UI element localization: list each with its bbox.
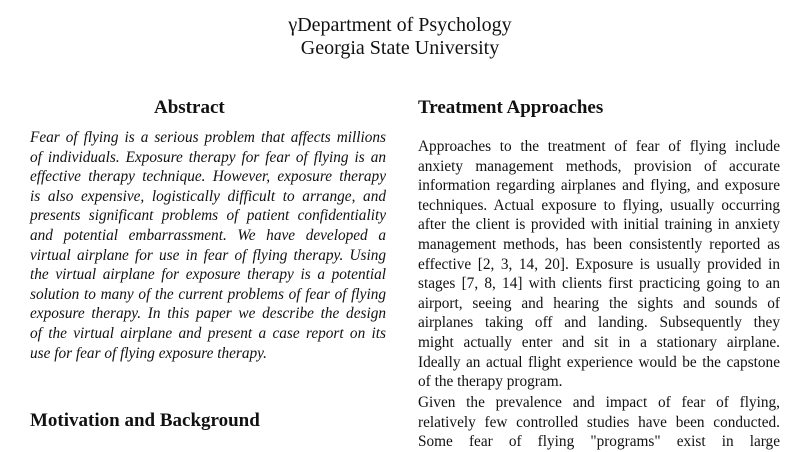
text-line: Some fear of flying "programs" exist in large [418, 433, 780, 451]
text-line: use for fear of flying exposure therapy. [30, 344, 267, 362]
text-line: virtual airplane for use in fear of flying therapy. Using [30, 246, 386, 264]
text-line: airplanes taking off and landing. Subsequently they [418, 314, 780, 332]
abstract-body [30, 128, 386, 363]
affiliation-department: γDepartment of Psychology [288, 14, 512, 36]
text-line: Given the prevalence and impact of fear of flying, [418, 394, 780, 411]
abstract-heading: Abstract [154, 97, 225, 118]
text-line: solution to many of the current problems of fear of flying [30, 285, 386, 303]
text-line: exposure therapy. In this paper we describe the design [30, 305, 386, 323]
treatment-heading: Treatment Approaches [418, 97, 604, 118]
text-line: and potential embarrassment. We have developed a [30, 226, 386, 244]
affiliation-university: Georgia State University [300, 37, 500, 59]
text-line: is also expensive, logistically difficult to arrange, and [30, 187, 386, 205]
text-line: Approaches to the treatment of fear of flying include [418, 138, 780, 155]
text-line: after the client is provided with initial training in anxiety [418, 216, 780, 234]
text-line: of the therapy program. [418, 373, 563, 391]
text-line: the virtual airplane for exposure therapy is a potential [30, 266, 386, 284]
text-line: anxiety management methods, provision of accurate [418, 157, 780, 175]
text-line: management methods, has been consistently reported as [418, 235, 780, 253]
text-line: Fear of flying is a serious problem that affects millions [30, 129, 386, 146]
text-line: Ideally an actual flight experience would be the capstone [418, 353, 780, 371]
text-line: relatively few controlled studies have been conducted. [418, 413, 780, 431]
text-line: effective [2, 3, 14, 20]. Exposure is usually provided in [418, 255, 780, 273]
text-line: presents significant problems of patient confidentiality [30, 207, 386, 225]
text-line: might actually enter and sit in a stationary airplane. [418, 333, 780, 351]
text-line: of the virtual airplane and present a case report on its [30, 324, 386, 342]
treatment-paragraph-1 [418, 137, 780, 392]
text-line: information regarding airplanes and flying, and exposure [418, 177, 780, 195]
text-line: techniques. Actual exposure to flying, usually occurring [418, 196, 780, 214]
treatment-paragraph-2 [418, 393, 780, 452]
text-line: stages [7, 8, 14] with clients first practicing going to an [418, 275, 780, 293]
text-line: effective therapy technique. However, exposure therapy [30, 168, 386, 186]
text-line: of individuals. Exposure therapy for fear of flying is an [30, 148, 386, 166]
text-line: airport, seeing and hearing the sights and sounds of [418, 294, 780, 312]
motivation-heading: Motivation and Background [30, 410, 260, 431]
